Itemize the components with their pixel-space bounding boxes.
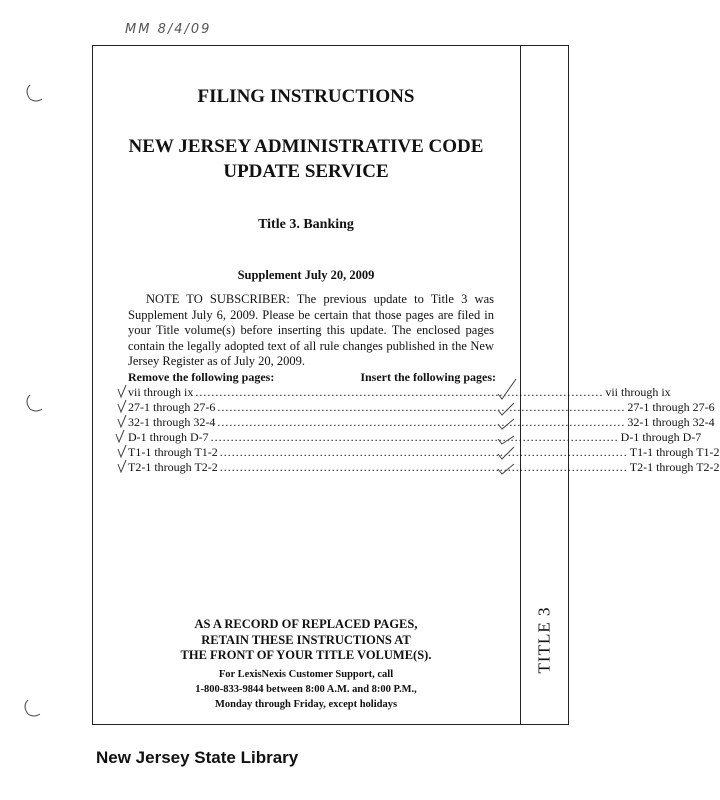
- note-to-subscriber: NOTE TO SUBSCRIBER: The previous update to Title 3 was Supplement July 6, 2009. Please be certain that those pages are filed in your Title volume(s) before inserting this update. The enclosed pages contain the legally adopted text of all rule changes published in the New Jersey Register as of July 20, 2009.: [128, 292, 494, 368]
- page-row: vii through ix ...................................................................................................... vii through ix: [128, 385, 671, 399]
- insert-header: Insert the following pages:: [360, 370, 496, 384]
- page-row: T1-1 through T1-2 ...................................................................................................... T1-1 through T1-2: [128, 445, 720, 459]
- page-row: 32-1 through 32-4 ...................................................................................................... 32-1 through 32-4: [128, 415, 715, 429]
- customer-support: For LexisNexis Customer Support, call 1-800-833-9844 between 8:00 A.M. and 8:00 P.M., Monday through Friday, except holidays: [195, 669, 417, 710]
- page-row: D-1 through D-7 ...................................................................................................... D-1 through D-7: [128, 430, 702, 444]
- page-list: [128, 385, 720, 475]
- page-row: T2-1 through T2-2 ...................................................................................................... T2-1 through T2-2: [128, 460, 720, 474]
- code-title-line2: UPDATE SERVICE: [223, 161, 389, 182]
- title-number: Title 3. Banking: [258, 217, 354, 232]
- record-instructions: AS A RECORD OF REPLACED PAGES, RETAIN THESE INSTRUCTIONS AT THE FRONT OF YOUR TITLE VOLUME(S).: [180, 617, 432, 662]
- remove-header: Remove the following pages:: [128, 370, 275, 384]
- handwritten-initials-date: MM 8/4/09: [125, 22, 212, 37]
- tab-label: TITLE 3: [534, 606, 554, 674]
- code-title: [92, 134, 520, 184]
- page-title: FILING INSTRUCTIONS: [197, 86, 415, 107]
- punch-hole-mark: [27, 85, 42, 101]
- code-title-line1: NEW JERSEY ADMINISTRATIVE CODE: [128, 136, 484, 157]
- library-stamp: New Jersey State Library: [96, 748, 299, 767]
- supplement-date: Supplement July 20, 2009: [237, 268, 375, 282]
- page-row: 27-1 through 27-6 ...................................................................................................... 27-1 through 27-6: [128, 400, 715, 414]
- punch-hole-mark: [25, 700, 40, 716]
- punch-hole-mark: [27, 395, 42, 411]
